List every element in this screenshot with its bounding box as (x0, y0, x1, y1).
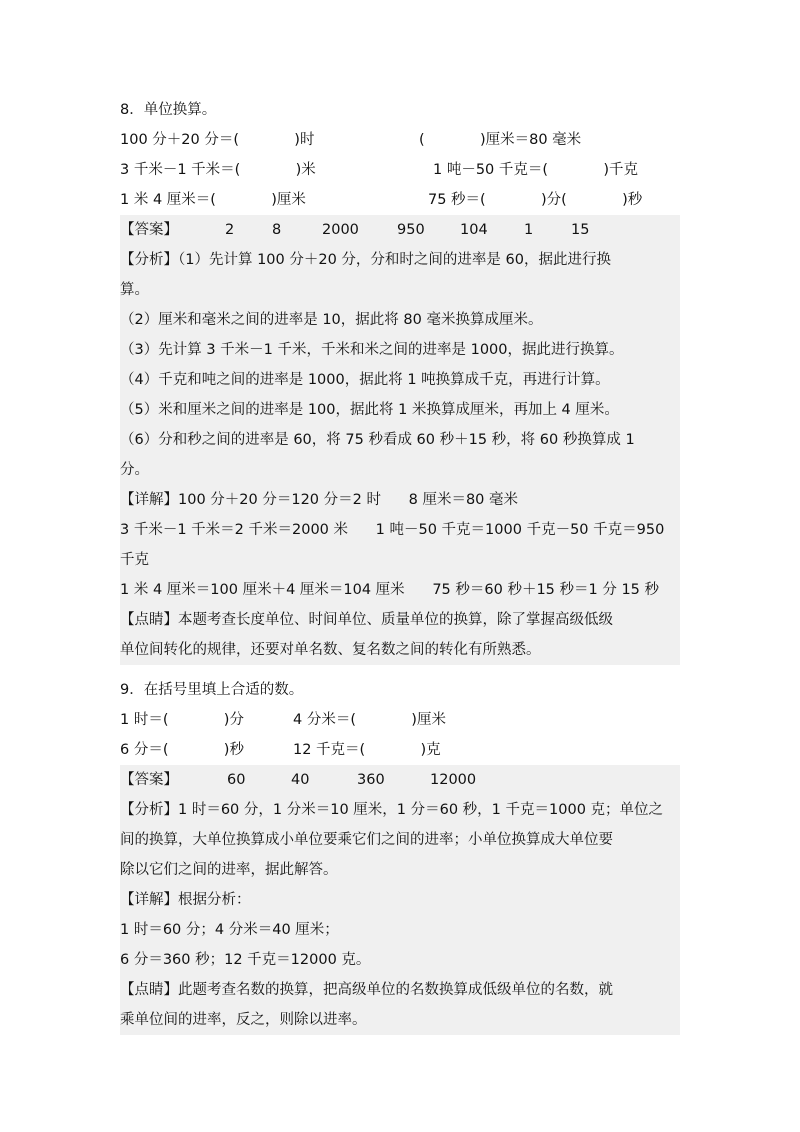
detail-line: 6 分＝360 秒；12 千克＝12000 克。 (120, 952, 371, 968)
question-item: 1 时＝( )分 (120, 712, 244, 728)
solution-8 (120, 215, 680, 665)
analysis-line: 除以它们之间的进率，据此解答。 (120, 862, 338, 878)
analysis-line: （2）厘米和毫米之间的进率是 10，据此将 80 毫米换算成厘米。 (120, 312, 543, 328)
question-9 (120, 675, 680, 765)
comment-line: 单位间转化的规律，还要对单名数、复名数之间的转化有所熟悉。 (120, 642, 541, 658)
question-title: 8．单位换算。 (120, 102, 217, 118)
analysis-line: 间的换算，大单位换算成小单位要乘它们之间的进率；小单位换算成大单位要 (120, 832, 613, 848)
answer-value: 950 (397, 222, 425, 238)
detail-line: 1 米 4 厘米＝100 厘米＋4 厘米＝104 厘米 75 秒＝60 秒＋15 秒＝1 分 15 秒 (120, 582, 660, 598)
question-title: 9．在括号里填上合适的数。 (120, 682, 304, 698)
detail-line: 3 千米－1 千米＝2 千米＝2000 米 1 吨－50 千克＝1000 千克－50 千克＝950 (120, 522, 665, 538)
solution-9 (120, 765, 680, 1035)
question-8 (120, 95, 680, 215)
comment-line: 【点睛】本题考查长度单位、时间单位、质量单位的换算，除了掌握高级低级 (120, 612, 613, 628)
question-item: 1 米 4 厘米＝( )厘米 (120, 192, 306, 208)
detail-line: 1 时＝60 分；4 分米＝40 厘米； (120, 922, 339, 938)
question-item: 12 千克＝( )克 (293, 742, 441, 758)
answer-value: 104 (460, 222, 488, 238)
question-item: 6 分＝( )秒 (120, 742, 244, 758)
analysis-line: 【分析】（1）先计算 100 分＋20 分，分和时之间的进率是 60，据此进行换 (120, 252, 611, 268)
answer-label: 【答案】 (120, 222, 178, 238)
question-item: ( )厘米＝80 毫米 (419, 132, 582, 148)
question-row (120, 185, 680, 215)
question-item: 75 秒＝( )分( )秒 (428, 192, 643, 208)
answer-value: 40 (291, 772, 310, 788)
answer-value: 15 (571, 222, 590, 238)
comment-line: 乘单位间的进率，反之，则除以进率。 (120, 1012, 367, 1028)
answer-row (120, 215, 680, 245)
answer-value: 1 (524, 222, 534, 238)
analysis-line: （3）先计算 3 千米－1 千米，千米和米之间的进率是 1000，据此进行换算。 (120, 342, 624, 358)
answer-value: 8 (272, 222, 282, 238)
question-item: 1 吨－50 千克＝( )千克 (433, 162, 639, 178)
analysis-line: （5）米和厘米之间的进率是 100，据此将 1 米换算成厘米，再加上 4 厘米。 (120, 402, 619, 418)
comment-line: 【点睛】此题考查名数的换算，把高级单位的名数换算成低级单位的名数，就 (120, 982, 613, 998)
question-row (120, 125, 680, 155)
question-item: 3 千米－1 千米＝( )米 (120, 162, 316, 178)
question-item: 4 分米＝( )厘米 (293, 712, 446, 728)
analysis-line: 【分析】1 时＝60 分，1 分米＝10 厘米，1 分＝60 秒，1 千克＝1000 克；单位之 (120, 802, 664, 818)
answer-value: 2000 (322, 222, 359, 238)
question-row (120, 705, 680, 735)
analysis-line: （6）分和秒之间的进率是 60，将 75 秒看成 60 秒＋15 秒，将 60 秒换算成 1 (120, 432, 635, 448)
answer-value: 60 (227, 772, 246, 788)
analysis-line: 算。 (120, 282, 149, 298)
detail-line: 【详解】100 分＋20 分＝120 分＝2 时 8 厘米＝80 毫米 (120, 492, 519, 508)
question-row (120, 155, 680, 185)
answer-label: 【答案】 (120, 772, 178, 788)
analysis-line: （4）千克和吨之间的进率是 1000，据此将 1 吨换算成千克，再进行计算。 (120, 372, 610, 388)
answer-value: 12000 (430, 772, 477, 788)
question-row (120, 735, 680, 765)
detail-line: 【详解】根据分析： (120, 892, 251, 908)
answer-value: 2 (225, 222, 235, 238)
answer-row (120, 765, 680, 795)
answer-value: 360 (357, 772, 385, 788)
detail-line: 千克 (120, 552, 149, 568)
question-item: 100 分＋20 分＝( )时 (120, 132, 315, 148)
analysis-line: 分。 (120, 462, 149, 478)
